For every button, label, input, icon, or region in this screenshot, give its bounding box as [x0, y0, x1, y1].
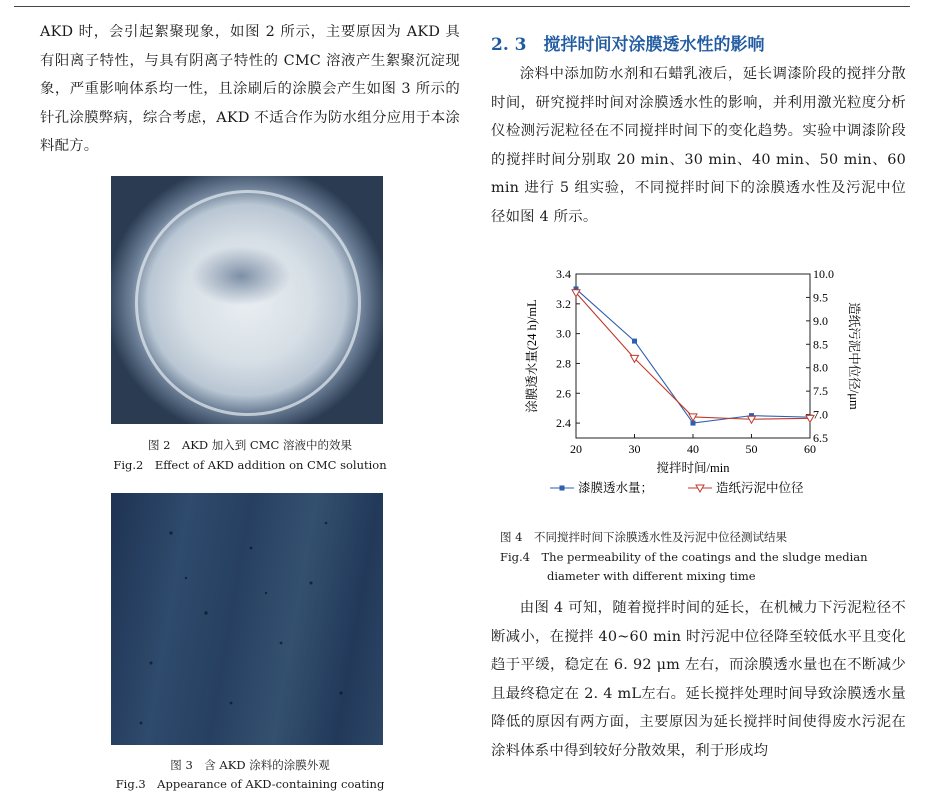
- fig4-chart: [510, 262, 890, 522]
- y-left-tick-label: 3.0: [556, 326, 571, 341]
- y-left-tick-label: 2.4: [556, 416, 571, 431]
- right-paragraph-2-wrap: [491, 594, 906, 765]
- y-right-tick-label: 8.0: [813, 360, 828, 375]
- fig2-floc: [191, 246, 291, 306]
- fig3-pinholes: [111, 493, 383, 745]
- y-right-tick-label: 7.5: [813, 384, 828, 399]
- fig4-caption-en-1: Fig.4 The permeability of the coatings and the sludge median: [500, 550, 868, 564]
- y-left-tick-label: 3.4: [556, 267, 571, 281]
- y-right-tick-label: 10.0: [813, 267, 834, 281]
- plot-frame: [576, 274, 810, 438]
- right-paragraph-2: 由图 4 可知，随着搅拌时间的延长，在机械力下污泥粒径不断减小，在搅拌 40~60 min 时污泥中位径降至较低水平且变化趋于平缓，稳定在 6. 92 μm 左右，而涂膜透水量也在不断减少且最终稳定在 2. 4 mL左右。延长搅拌处理时间导致涂膜透水量降低的原因有两方面，主要原因为延长搅拌时间使得废水污泥在涂料体系中得到较好分散效果，利于形成均: [491, 600, 906, 759]
- x-axis-title: 搅拌时间/min: [656, 461, 730, 475]
- y-right-tick-label: 9.0: [813, 313, 828, 328]
- x-tick-label: 20: [570, 442, 582, 456]
- y-left-axis-title: 涂膜透水量(24 h)/mL: [525, 299, 539, 413]
- left-column: [40, 18, 460, 161]
- fig3-caption-cn: 图 3 含 AKD 涂料的涂膜外观: [170, 758, 330, 772]
- x-tick-label: 30: [628, 442, 641, 456]
- y-right-tick-label: 8.5: [813, 337, 828, 352]
- right-paragraph-1-wrap: [491, 60, 906, 231]
- legend-marker-square: [560, 486, 565, 491]
- fig3-photo: [111, 493, 383, 745]
- header-rule: [14, 6, 910, 7]
- x-tick-label: 40: [687, 442, 699, 456]
- y-right-tick-label: 9.5: [813, 290, 828, 305]
- y-right-tick-label: 7.0: [813, 407, 828, 422]
- fig4-caption-cn: 图 4 不同搅拌时间下涂膜透水性及污泥中位径测试结果: [500, 530, 787, 544]
- y-left-tick-label: 3.2: [556, 296, 571, 311]
- left-paragraph: AKD 时，会引起絮聚现象，如图 2 所示，主要原因为 AKD 具有阳离子特性，与具有阴离子特性的 CMC 溶液产生絮聚沉淀现象，严重影响体系均一性，且涂刷后的涂膜会产生如图 3 所示的针孔涂膜弊病，综合考虑，AKD 不适合作为防水组分应用于本涂料配方。: [40, 24, 460, 154]
- fig4-caption-en-2: diameter with different mixing time: [547, 569, 756, 583]
- fig3-caption-en: Fig.3 Appearance of AKD-containing coating: [115, 777, 385, 791]
- series-line-permeability: [576, 289, 810, 423]
- y-right-axis-title: 造纸污泥中位径/μm: [847, 302, 861, 410]
- y-right-tick-label: 6.5: [813, 431, 828, 445]
- fig2-caption-cn: 图 2 AKD 加入到 CMC 溶液中的效果: [148, 438, 352, 452]
- series-line-median-diameter: [576, 293, 810, 420]
- fig2-caption-en: Fig.2 Effect of AKD addition on CMC solution: [113, 458, 387, 472]
- y-left-tick-label: 2.6: [556, 386, 571, 401]
- fig2-photo: [111, 176, 383, 424]
- permeability-point: [632, 339, 637, 344]
- x-tick-label: 50: [745, 442, 758, 456]
- section-heading: 2. 3 搅拌时间对涂膜透水性的影响: [491, 35, 765, 55]
- x-tick-label: 60: [804, 442, 816, 456]
- right-paragraph-1: 涂料中添加防水剂和石蜡乳液后，延长调漆阶段的搅拌分散时间，研究搅拌时间对涂膜透水性的影响，并利用激光粒度分析仪检测污泥粒径在不同搅拌时间下的变化趋势。实验中调漆阶段的搅拌时间分别取 20 min、30 min、40 min、50 min、60 min 进行 5 组实验，不同搅拌时间下的涂膜透水性及污泥中位径如图 4 所示。: [491, 66, 906, 225]
- legend-label: 造纸污泥中位径: [716, 481, 804, 495]
- y-left-tick-label: 2.8: [556, 356, 571, 371]
- legend-label: 漆膜透水量；: [578, 481, 654, 495]
